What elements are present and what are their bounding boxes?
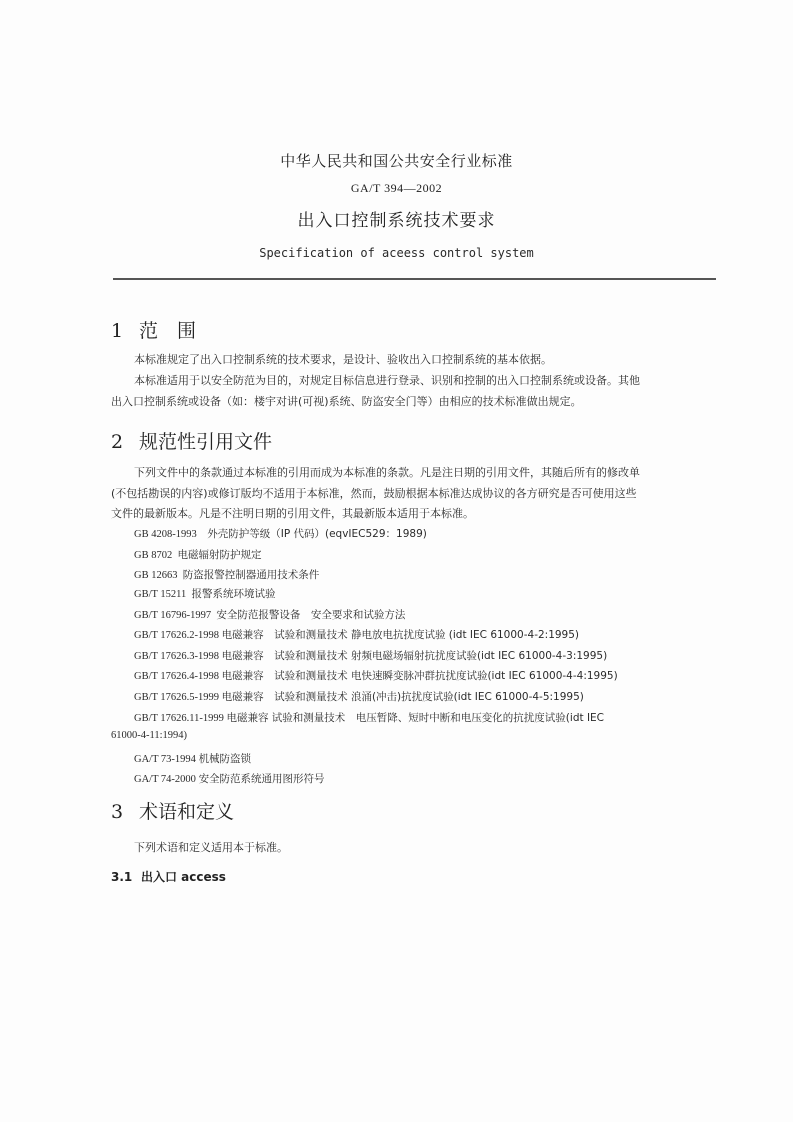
reference-item <box>134 648 607 663</box>
reference-title: 电磁兼容 试验和测量技术 浪涌(冲击)抗扰度试验(idt IEC 61000-4-5:1995) <box>221 691 584 703</box>
reference-title: 安全防范系统通用图形符号 <box>198 773 325 785</box>
reference-item <box>134 526 427 541</box>
reference-item <box>134 771 325 786</box>
standard-org-title: 中华人民共和国公共安全行业标准 <box>280 152 513 170</box>
reference-code: GB/T 17626.4-1998 <box>134 671 219 682</box>
header-divider <box>113 278 716 280</box>
subsection-3-1-heading <box>111 868 226 885</box>
reference-title: 安全防范报警设备 安全要求和试验方法 <box>216 609 406 621</box>
reference-title: 电磁兼容 试验和测量技术 电快速瞬变脉冲群抗扰度试验(idt IEC 61000-4-4:1995) <box>221 670 618 682</box>
reference-code: GB/T 17626.3-1998 <box>134 651 219 662</box>
document-title: 出入口控制系统技术要求 <box>297 211 496 231</box>
section-title: 术语和定义 <box>139 801 235 823</box>
section-number: 3 <box>111 801 124 823</box>
paragraph-line: 文件的最新版本。凡是不注明日期的引用文件，其最新版本适用于本标准。 <box>111 507 474 520</box>
reference-item <box>134 751 251 766</box>
reference-item <box>134 668 618 683</box>
reference-title: 外壳防护等级（IP 代码）(eqvIEC529：1989) <box>207 528 427 540</box>
reference-code: GA/T 74-2000 <box>134 774 196 785</box>
reference-code: GB/T 16796-1997 <box>134 610 212 621</box>
paragraph-line: 下列文件中的条款通过本标准的引用而成为本标准的条款。凡是注日期的引用文件，其随后所有的修改单 <box>134 466 640 479</box>
reference-title: 电磁辐射防护规定 <box>177 549 262 561</box>
paragraph: 本标准规定了出入口控制系统的技术要求，是设计、验收出入口控制系统的基本依据。 <box>134 353 552 366</box>
reference-code: GB 4208-1993 <box>134 529 197 540</box>
reference-item <box>134 710 604 725</box>
reference-item <box>134 627 579 642</box>
subsection-number: 3.1 <box>111 870 133 884</box>
reference-item <box>134 607 405 622</box>
reference-code: GB/T 17626.2-1998 <box>134 630 219 641</box>
section-2-heading <box>111 427 272 454</box>
reference-title: 机械防盗锁 <box>198 753 252 765</box>
reference-item <box>134 586 275 601</box>
reference-title: 61000-4-11:1994) <box>111 730 188 741</box>
reference-code: GA/T 73-1994 <box>134 754 196 765</box>
reference-item <box>134 567 319 582</box>
reference-item-continuation <box>111 730 187 741</box>
reference-code: GB 12663 <box>134 570 178 581</box>
paragraph-line: 本标准适用于以安全防范为目的，对规定目标信息进行登录、识别和控制的出入口控制系统或设备。其他 <box>134 374 640 387</box>
reference-title: 报警系统环境试验 <box>191 588 276 600</box>
reference-title: 防盗报警控制器通用技术条件 <box>182 569 320 581</box>
standard-code: GA/T 394—2002 <box>350 181 443 195</box>
paragraph-line: (不包括勘误的内容)或修订版均不适用于本标准，然而，鼓励根据本标准达成协议的各方研究是否可使用这些 <box>111 487 637 500</box>
document-title-english: Specification of aceess control system <box>259 246 534 260</box>
section-3-heading <box>111 797 234 824</box>
reference-title: 电磁兼容 试验和测量技术 静电放电抗扰度试验 (idt IEC 61000-4-2:1995) <box>221 629 580 641</box>
section-number: 1 <box>111 320 124 342</box>
reference-item <box>134 547 261 562</box>
reference-code: GB 8702 <box>134 550 173 561</box>
reference-code: GB/T 15211 <box>134 589 187 600</box>
section-number: 2 <box>111 431 124 453</box>
section-title: 范 围 <box>139 320 197 342</box>
reference-code: GB/T 17626.11-1999 <box>134 713 224 724</box>
section-1-heading <box>111 316 196 343</box>
reference-code: GB/T 17626.5-1999 <box>134 692 219 703</box>
reference-title: 电磁兼容 试验和测量技术 电压暂降、短时中断和电压变化的抗扰度试验(idt IEC <box>226 712 605 724</box>
reference-title: 电磁兼容 试验和测量技术 射频电磁场辐射抗扰度试验(idt IEC 61000-4-3:1995) <box>221 650 608 662</box>
reference-item <box>134 689 584 704</box>
paragraph: 下列术语和定义适用本于标准。 <box>134 841 288 854</box>
subsection-title: 出入口 access <box>141 870 226 884</box>
section-title: 规范性引用文件 <box>139 431 273 453</box>
paragraph-line: 出入口控制系统或设备（如：楼宇对讲(可视)系统、防盗安全门等）由相应的技术标准做出规定。 <box>111 395 582 408</box>
